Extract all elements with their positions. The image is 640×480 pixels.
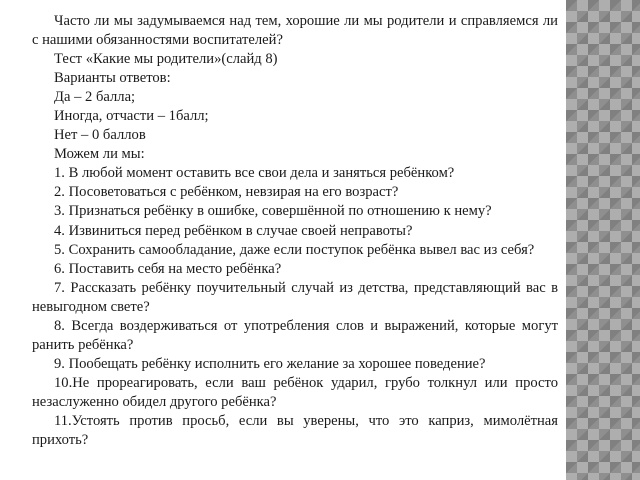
question-5: 5. Сохранить самообладание, даже если поступок ребёнка вывел вас из себя? <box>54 241 535 258</box>
answer-option-sometimes: Иногда, отчасти – 1балл; <box>54 108 209 125</box>
question-7: 7. Рассказать ребёнку поучительный случай из детства, представляющий вас в невыгодном свете? <box>32 279 558 315</box>
question-8: 8. Всегда воздерживаться от употребления слов и выражений, которые могут ранить ребёнка? <box>32 317 558 353</box>
question-4: 4. Извиниться перед ребёнком в случае своей неправоты? <box>54 222 413 239</box>
answer-option-no: Нет – 0 баллов <box>54 127 146 144</box>
document-body <box>32 12 558 450</box>
question-6: 6. Поставить себя на место ребёнка? <box>54 260 282 277</box>
questions-heading: Можем ли мы: <box>54 146 145 163</box>
question-10: 10.Не прореагировать, если ваш ребёнок ударил, грубо толкнул или просто незаслуженно обидел другого ребёнка? <box>32 374 558 410</box>
question-9: 9. Пообещать ребёнку исполнить его желание за хорошее поведение? <box>54 355 486 372</box>
decorative-side-panel <box>566 0 640 480</box>
answer-options-heading: Варианты ответов: <box>54 70 171 87</box>
question-1: 1. В любой момент оставить все свои дела и заняться ребёнком? <box>54 165 455 182</box>
intro-paragraph: Часто ли мы задумываемся над тем, хорошие ли мы родители и справляемся ли с нашими обязанностями воспитателей? <box>32 13 558 49</box>
question-3: 3. Признаться ребёнку в ошибке, совершённой по отношению к нему? <box>54 203 492 220</box>
answer-option-yes: Да – 2 балла; <box>54 89 136 106</box>
question-11: 11.Устоять против просьб, если вы уверены, что это каприз, мимолётная прихоть? <box>32 412 558 449</box>
question-2: 2. Посоветоваться с ребёнком, невзирая на его возраст? <box>54 184 399 201</box>
test-title: Тест «Какие мы родители»(слайд 8) <box>54 51 278 68</box>
